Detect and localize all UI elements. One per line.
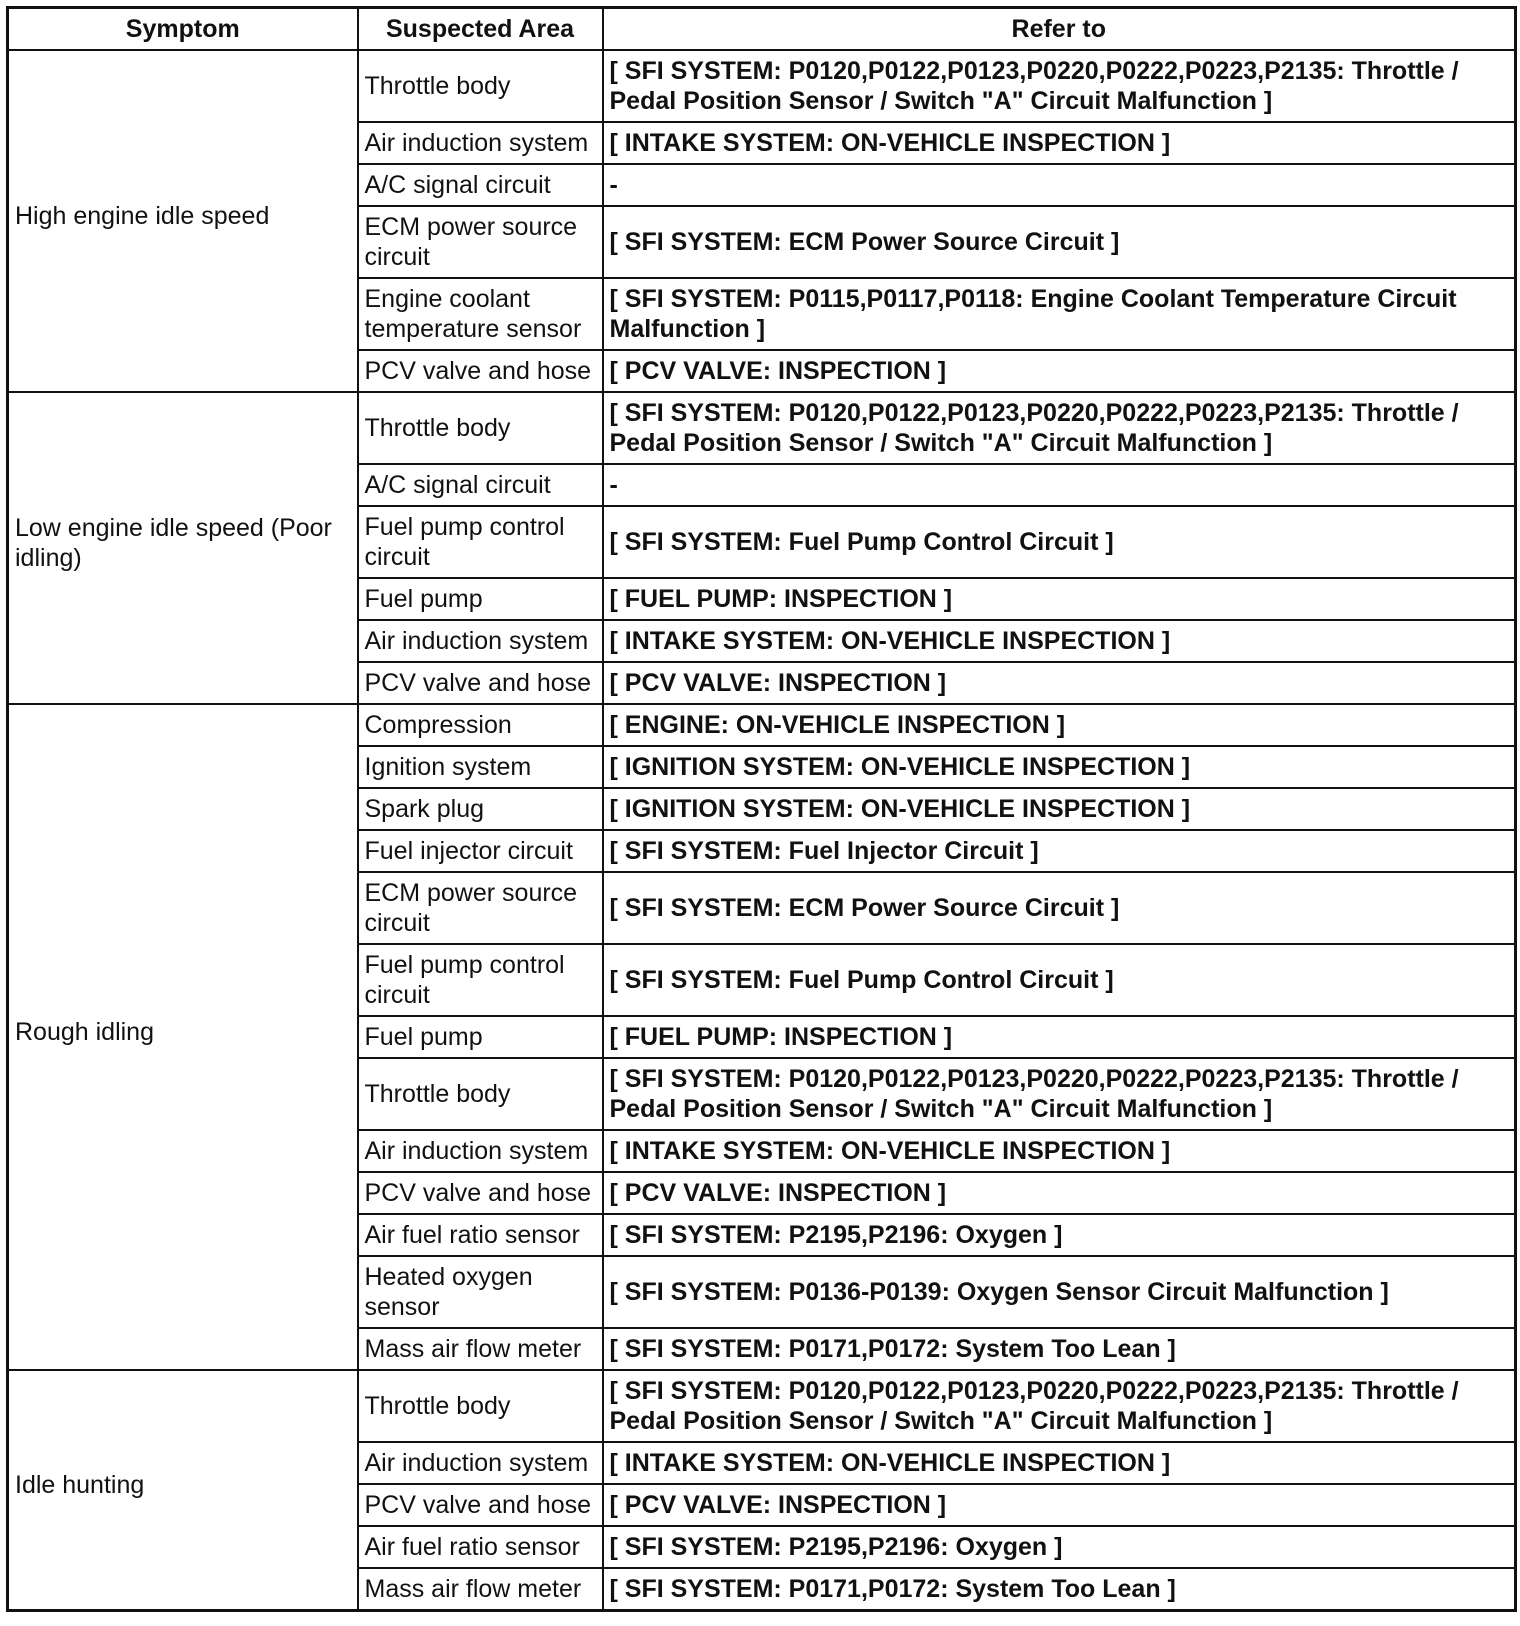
suspected-area-cell: Throttle body bbox=[358, 1370, 603, 1442]
refer-to-cell: [ PCV VALVE: INSPECTION ] bbox=[603, 662, 1516, 704]
refer-to-cell: - bbox=[603, 464, 1516, 506]
refer-to-cell: [ SFI SYSTEM: P0120,P0122,P0123,P0220,P0222,P0223,P2135: Throttle / Pedal Position Sensor / Switch "A" Circuit Malfunction ] bbox=[603, 392, 1516, 464]
refer-to-cell: [ INTAKE SYSTEM: ON-VEHICLE INSPECTION ] bbox=[603, 1130, 1516, 1172]
suspected-area-cell: Air induction system bbox=[358, 620, 603, 662]
refer-to-cell: [ ENGINE: ON-VEHICLE INSPECTION ] bbox=[603, 704, 1516, 746]
suspected-area-cell: Fuel injector circuit bbox=[358, 830, 603, 872]
suspected-area-cell: ECM power source circuit bbox=[358, 206, 603, 278]
symptom-cell: Low engine idle speed (Poor idling) bbox=[8, 392, 358, 704]
header-suspected-area: Suspected Area bbox=[358, 8, 603, 51]
suspected-area-cell: Compression bbox=[358, 704, 603, 746]
suspected-area-cell: Heated oxygen sensor bbox=[358, 1256, 603, 1328]
suspected-area-cell: Air fuel ratio sensor bbox=[358, 1526, 603, 1568]
suspected-area-cell: Fuel pump control circuit bbox=[358, 506, 603, 578]
suspected-area-cell: Throttle body bbox=[358, 1058, 603, 1130]
refer-to-cell: [ FUEL PUMP: INSPECTION ] bbox=[603, 1016, 1516, 1058]
suspected-area-cell: Mass air flow meter bbox=[358, 1328, 603, 1370]
table-row bbox=[8, 1370, 1516, 1442]
suspected-area-cell: ECM power source circuit bbox=[358, 872, 603, 944]
refer-to-cell: [ SFI SYSTEM: P0171,P0172: System Too Lean ] bbox=[603, 1328, 1516, 1370]
symptom-cell: Rough idling bbox=[8, 704, 358, 1370]
suspected-area-cell: PCV valve and hose bbox=[358, 1172, 603, 1214]
refer-to-cell: [ FUEL PUMP: INSPECTION ] bbox=[603, 578, 1516, 620]
refer-to-cell: [ SFI SYSTEM: Fuel Pump Control Circuit ] bbox=[603, 944, 1516, 1016]
table-row bbox=[8, 50, 1516, 122]
symptom-table bbox=[6, 6, 1517, 1612]
refer-to-cell: [ SFI SYSTEM: P0136-P0139: Oxygen Sensor Circuit Malfunction ] bbox=[603, 1256, 1516, 1328]
refer-to-cell: [ SFI SYSTEM: P0120,P0122,P0123,P0220,P0222,P0223,P2135: Throttle / Pedal Position Sensor / Switch "A" Circuit Malfunction ] bbox=[603, 1058, 1516, 1130]
suspected-area-cell: Throttle body bbox=[358, 392, 603, 464]
refer-to-cell: [ INTAKE SYSTEM: ON-VEHICLE INSPECTION ] bbox=[603, 620, 1516, 662]
suspected-area-cell: PCV valve and hose bbox=[358, 350, 603, 392]
suspected-area-cell: PCV valve and hose bbox=[358, 662, 603, 704]
refer-to-cell: - bbox=[603, 164, 1516, 206]
suspected-area-cell: A/C signal circuit bbox=[358, 464, 603, 506]
suspected-area-cell: Throttle body bbox=[358, 50, 603, 122]
suspected-area-cell: Air induction system bbox=[358, 1130, 603, 1172]
refer-to-cell: [ SFI SYSTEM: P2195,P2196: Oxygen ] bbox=[603, 1214, 1516, 1256]
suspected-area-cell: Engine coolant temperature sensor bbox=[358, 278, 603, 350]
refer-to-cell: [ SFI SYSTEM: ECM Power Source Circuit ] bbox=[603, 206, 1516, 278]
header-refer-to: Refer to bbox=[603, 8, 1516, 51]
table-header-row bbox=[8, 8, 1516, 51]
suspected-area-cell: Fuel pump control circuit bbox=[358, 944, 603, 1016]
refer-to-cell: [ SFI SYSTEM: P2195,P2196: Oxygen ] bbox=[603, 1526, 1516, 1568]
refer-to-cell: [ INTAKE SYSTEM: ON-VEHICLE INSPECTION ] bbox=[603, 122, 1516, 164]
refer-to-cell: [ INTAKE SYSTEM: ON-VEHICLE INSPECTION ] bbox=[603, 1442, 1516, 1484]
suspected-area-cell: Air induction system bbox=[358, 1442, 603, 1484]
suspected-area-cell: Ignition system bbox=[358, 746, 603, 788]
suspected-area-cell: PCV valve and hose bbox=[358, 1484, 603, 1526]
suspected-area-cell: Spark plug bbox=[358, 788, 603, 830]
suspected-area-cell: Fuel pump bbox=[358, 1016, 603, 1058]
table-row bbox=[8, 704, 1516, 746]
symptom-table-container bbox=[6, 6, 1517, 1612]
refer-to-cell: [ SFI SYSTEM: P0120,P0122,P0123,P0220,P0222,P0223,P2135: Throttle / Pedal Position Sensor / Switch "A" Circuit Malfunction ] bbox=[603, 1370, 1516, 1442]
refer-to-cell: [ SFI SYSTEM: Fuel Injector Circuit ] bbox=[603, 830, 1516, 872]
suspected-area-cell: Fuel pump bbox=[358, 578, 603, 620]
refer-to-cell: [ PCV VALVE: INSPECTION ] bbox=[603, 350, 1516, 392]
refer-to-cell: [ SFI SYSTEM: P0115,P0117,P0118: Engine Coolant Temperature Circuit Malfunction ] bbox=[603, 278, 1516, 350]
refer-to-cell: [ SFI SYSTEM: ECM Power Source Circuit ] bbox=[603, 872, 1516, 944]
suspected-area-cell: Mass air flow meter bbox=[358, 1568, 603, 1611]
refer-to-cell: [ SFI SYSTEM: Fuel Pump Control Circuit ] bbox=[603, 506, 1516, 578]
refer-to-cell: [ IGNITION SYSTEM: ON-VEHICLE INSPECTION ] bbox=[603, 788, 1516, 830]
refer-to-cell: [ PCV VALVE: INSPECTION ] bbox=[603, 1484, 1516, 1526]
refer-to-cell: [ IGNITION SYSTEM: ON-VEHICLE INSPECTION ] bbox=[603, 746, 1516, 788]
header-symptom: Symptom bbox=[8, 8, 358, 51]
table-row bbox=[8, 392, 1516, 464]
refer-to-cell: [ SFI SYSTEM: P0120,P0122,P0123,P0220,P0222,P0223,P2135: Throttle / Pedal Position Sensor / Switch "A" Circuit Malfunction ] bbox=[603, 50, 1516, 122]
refer-to-cell: [ SFI SYSTEM: P0171,P0172: System Too Lean ] bbox=[603, 1568, 1516, 1611]
refer-to-cell: [ PCV VALVE: INSPECTION ] bbox=[603, 1172, 1516, 1214]
suspected-area-cell: A/C signal circuit bbox=[358, 164, 603, 206]
symptom-cell: Idle hunting bbox=[8, 1370, 358, 1611]
suspected-area-cell: Air induction system bbox=[358, 122, 603, 164]
suspected-area-cell: Air fuel ratio sensor bbox=[358, 1214, 603, 1256]
symptom-cell: High engine idle speed bbox=[8, 50, 358, 392]
